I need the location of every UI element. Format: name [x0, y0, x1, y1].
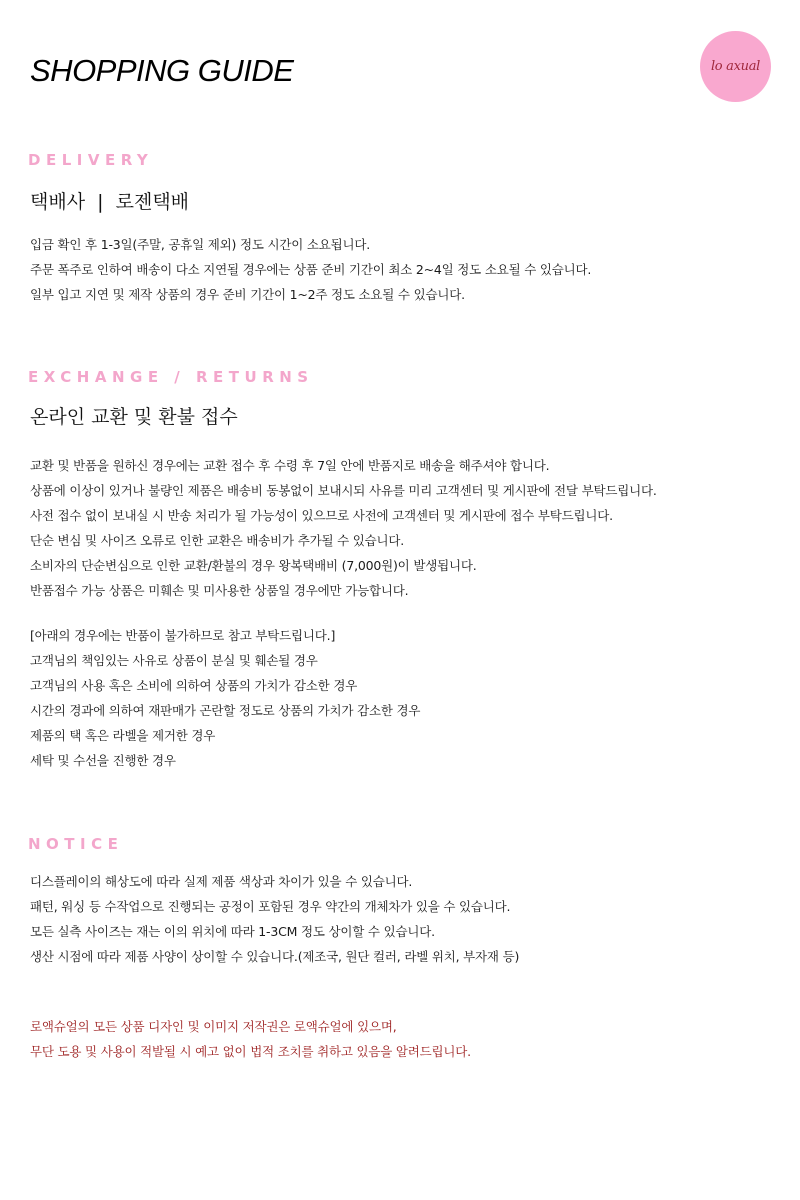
notice-line: 패턴, 워싱 등 수작업으로 진행되는 공정이 포함된 경우 약간의 개체차가 있을 수 있습니다. — [30, 899, 511, 914]
delivery-line: 일부 입고 지연 및 제작 상품의 경우 준비 기간이 1~2주 정도 소요될 수 있습니다. — [30, 287, 465, 302]
exchange-line: 사전 접수 없이 보내실 시 반송 처리가 될 가능성이 있으므로 사전에 고객센터 및 게시판에 접수 부탁드립니다. — [30, 508, 613, 523]
copyright-notice — [30, 1014, 471, 1064]
exception-item: 시간의 경과에 의하여 재판매가 곤란할 정도로 상품의 가치가 감소한 경우 — [30, 703, 421, 718]
delivery-heading: 택배사 | 로젠택배 — [30, 191, 190, 213]
exception-item: 세탁 및 수선을 진행한 경우 — [30, 753, 176, 768]
notice-body — [30, 869, 519, 969]
exchange-line: 상품에 이상이 있거나 불량인 제품은 배송비 동봉없이 보내시되 사유를 미리 고객센터 및 게시판에 전달 부탁드립니다. — [30, 483, 657, 498]
copyright-line: 로액슈얼의 모든 상품 디자인 및 이미지 저작권은 로액슈얼에 있으며, — [30, 1019, 397, 1034]
exchange-line: 교환 및 반품을 원하신 경우에는 교환 접수 후 수령 후 7일 안에 반품지로 배송을 해주셔야 합니다. — [30, 458, 550, 473]
notice-section-label: NOTICE — [28, 835, 124, 853]
notice-line: 디스플레이의 해상도에 따라 실제 제품 색상과 차이가 있을 수 있습니다. — [30, 874, 413, 889]
page-title: SHOPPING GUIDE — [30, 53, 294, 88]
exception-item: 고객님의 책임있는 사유로 상품이 분실 및 훼손될 경우 — [30, 653, 318, 668]
exception-item: 고객님의 사용 혹은 소비에 의하여 상품의 가치가 감소한 경우 — [30, 678, 358, 693]
exception-item: 제품의 택 혹은 라벨을 제거한 경우 — [30, 728, 216, 743]
delivery-section-label: DELIVERY — [28, 151, 154, 169]
copyright-line: 무단 도용 및 사용이 적발될 시 예고 없이 법적 조치를 취하고 있음을 알려드립니다. — [30, 1044, 471, 1059]
notice-line: 생산 시점에 따라 제품 사양이 상이할 수 있습니다.(제조국, 원단 컬러, 라벨 위치, 부자재 등) — [30, 949, 520, 964]
exceptions-title: [아래의 경우에는 반품이 불가하므로 참고 부탁드립니다.] — [30, 628, 336, 643]
exchange-line: 소비자의 단순변심으로 인한 교환/환불의 경우 왕복택배비 (7,000원)이 발생됩니다. — [30, 558, 477, 573]
exchange-line: 반품접수 가능 상품은 미훼손 및 미사용한 상품일 경우에만 가능합니다. — [30, 583, 409, 598]
delivery-line: 입금 확인 후 1-3일(주말, 공휴일 제외) 정도 시간이 소요됩니다. — [30, 237, 371, 252]
delivery-body — [30, 232, 591, 307]
brand-logo-text: lo axual — [710, 59, 761, 74]
exchange-line: 단순 변심 및 사이즈 오류로 인한 교환은 배송비가 추가될 수 있습니다. — [30, 533, 405, 548]
delivery-line: 주문 폭주로 인하여 배송이 다소 지연될 경우에는 상품 준비 기간이 최소 2~4일 정도 소요될 수 있습니다. — [30, 262, 592, 277]
exchange-heading: 온라인 교환 및 환불 접수 — [30, 406, 238, 428]
notice-line: 모든 실측 사이즈는 재는 이의 위치에 따라 1-3CM 정도 상이할 수 있습니다. — [30, 924, 435, 939]
exchange-body — [30, 453, 657, 773]
exchange-section-label: EXCHANGE / RETURNS — [28, 368, 314, 386]
brand-logo[interactable] — [700, 31, 771, 102]
